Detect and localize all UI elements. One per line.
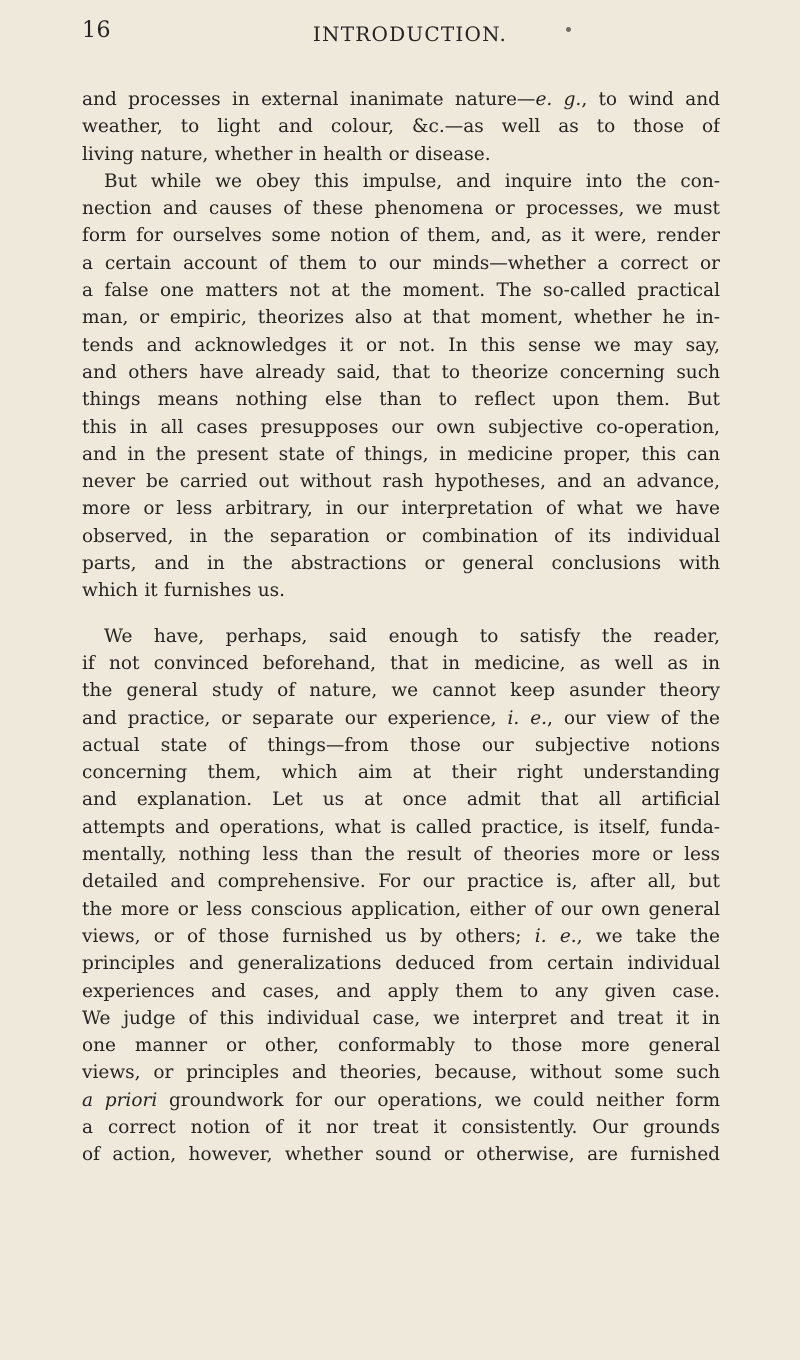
italic-text: i. e. bbox=[507, 707, 548, 729]
text-line: this in all cases presupposes our own subjective co-operation, bbox=[82, 416, 720, 438]
text-line: if not convinced beforehand, that in medicine, as well as in bbox=[82, 652, 720, 674]
paragraph bbox=[82, 86, 720, 168]
paragraph bbox=[82, 623, 720, 1169]
printer-mark bbox=[566, 27, 571, 32]
text-line: a correct notion of it nor treat it consistently. Our grounds bbox=[82, 1116, 720, 1138]
text-line: more or less arbitrary, in our interpretation of what we have bbox=[82, 498, 720, 520]
text-line: detailed and comprehensive. For our practice is, after all, but bbox=[82, 871, 720, 893]
text-line: actual state of things—from those our subjective notions bbox=[82, 734, 720, 756]
text-line: the general study of nature, we cannot keep asunder theory bbox=[82, 680, 720, 702]
text-line: and in the present state of things, in medicine proper, this can bbox=[82, 443, 720, 465]
page-number: 16 bbox=[82, 18, 111, 43]
text-line: the more or less conscious application, either of our own general bbox=[82, 898, 720, 920]
italic-text: e. g. bbox=[535, 89, 582, 110]
text-line: attempts and operations, what is called practice, is itself, funda- bbox=[82, 816, 720, 838]
body-text bbox=[82, 86, 720, 1169]
text-line: mentally, nothing less than the result of theories more or less bbox=[82, 844, 720, 866]
text-line: of action, however, whether sound or otherwise, are furnished bbox=[82, 1144, 720, 1166]
text-line: nection and causes of these phenomena or processes, we must bbox=[82, 198, 720, 220]
text-line: tends and acknowledges it or not. In this sense we may say, bbox=[82, 334, 720, 356]
text-line: weather, to light and colour, &c.—as well as to those of bbox=[82, 116, 720, 138]
text-line: But while we obey this impulse, and inquire into the con- bbox=[104, 170, 720, 192]
text-line: We judge of this individual case, we interpret and treat it in bbox=[82, 1007, 720, 1029]
text-line: views, or principles and theories, because, without some such bbox=[82, 1062, 720, 1084]
text-line: concerning them, which aim at their right understanding bbox=[82, 762, 720, 784]
text-line: and processes in external inanimate nature—e. g., to wind and bbox=[82, 89, 720, 110]
text-line: a certain account of them to our minds—whether a correct or bbox=[82, 252, 720, 274]
text-line: never be carried out without rash hypotheses, and an advance, bbox=[82, 471, 720, 493]
paragraph bbox=[82, 168, 720, 605]
running-head: INTRODUCTION. bbox=[312, 22, 508, 46]
text-line: experiences and cases, and apply them to any given case. bbox=[82, 980, 720, 1002]
text-line: form for ourselves some notion of them, and, as it were, render bbox=[82, 225, 720, 247]
text-line: observed, in the separation or combination of its individual bbox=[82, 525, 720, 547]
text-line: one manner or other, conformably to those more general bbox=[82, 1035, 720, 1057]
text-line: We have, perhaps, said enough to satisfy the reader, bbox=[104, 625, 720, 647]
text-line: things means nothing else than to reflect upon them. But bbox=[82, 389, 720, 411]
text-line: man, or empiric, theorizes also at that moment, whether he in- bbox=[82, 307, 720, 329]
text-line: and explanation. Let us at once admit that all artificial bbox=[82, 789, 720, 811]
text-line: principles and generalizations deduced from certain individual bbox=[82, 953, 720, 975]
text-line: a priori groundwork for our operations, we could neither form bbox=[82, 1089, 720, 1111]
text-line: and practice, or separate our experience, i. e., our view of the bbox=[82, 707, 720, 729]
text-line: living nature, whether in health or disease. bbox=[82, 143, 491, 165]
paragraph-gap bbox=[82, 605, 720, 623]
text-line: and others have already said, that to theorize concerning such bbox=[82, 361, 720, 383]
italic-text: i. e. bbox=[534, 925, 577, 947]
text-line: views, or of those furnished us by others; i. e., we take the bbox=[82, 925, 720, 947]
text-line: parts, and in the abstractions or general conclusions with bbox=[82, 553, 720, 575]
text-line: which it furnishes us. bbox=[82, 580, 286, 602]
text-line: a false one matters not at the moment. The so-called practical bbox=[82, 280, 720, 302]
italic-text: a priori bbox=[82, 1089, 158, 1111]
